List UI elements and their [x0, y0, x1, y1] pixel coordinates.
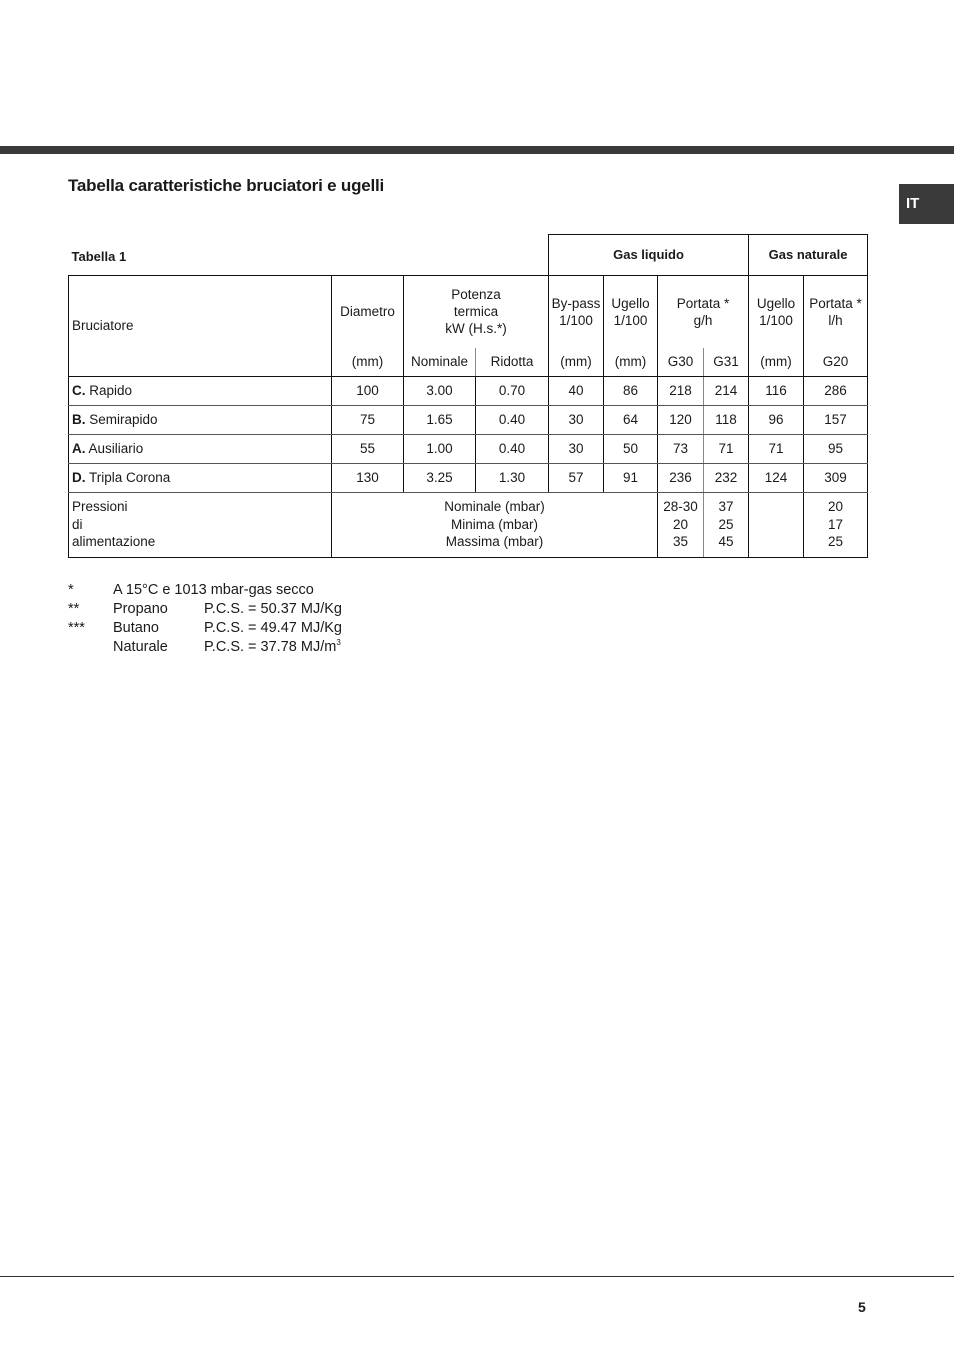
cell-nominale: 1.00: [404, 434, 476, 463]
footnote: [68, 581, 342, 600]
bottom-rule: [0, 1276, 954, 1277]
pressioni-label-l2: di: [72, 516, 83, 532]
page-number: 5: [858, 1299, 866, 1315]
footnote-value: P.C.S. = 50.37 MJ/Kg: [204, 601, 342, 617]
pressioni-levels: [332, 492, 658, 557]
header-portata-gh: [658, 275, 749, 348]
footnote: [68, 600, 342, 619]
pressioni-label-l1: Pressioni: [72, 499, 128, 515]
unit-diametro: (mm): [332, 348, 404, 377]
language-tab: IT: [899, 184, 954, 224]
row-letter: B.: [72, 412, 86, 427]
row-label: Rapido: [89, 383, 133, 398]
cell-ugello: 50: [604, 434, 658, 463]
footnote-mark: ***: [68, 620, 85, 636]
pressioni-nominale: Nominale (mbar): [444, 499, 545, 515]
footnote-value: [204, 638, 341, 657]
header-ugello-l2: 1/100: [613, 312, 648, 328]
page-title: Tabella caratteristiche bruciatori e ugelli: [68, 176, 385, 195]
subheader-g20: G20: [804, 348, 868, 377]
cell-ridotta: 0.40: [476, 405, 549, 434]
row-name: [69, 463, 332, 492]
table-row: [69, 405, 868, 434]
cell-nominale: 3.25: [404, 463, 476, 492]
pressioni-label-l3: alimentazione: [72, 534, 156, 550]
cell-ridotta: 1.30: [476, 463, 549, 492]
cell-ugello: 91: [604, 463, 658, 492]
footnote: [68, 619, 342, 638]
header-ugello-l1: Ugello: [611, 295, 650, 311]
pressioni-g31-nominale: 37: [718, 499, 734, 515]
pressioni-g31: [704, 492, 749, 557]
cell-ugello-nat: 124: [749, 463, 804, 492]
cell-diametro: 55: [332, 434, 404, 463]
table-caption: Tabella 1: [71, 249, 127, 264]
cell-g20: 286: [804, 376, 868, 405]
row-label: Semirapido: [89, 412, 158, 427]
header-portata-gh-l1: Portata *: [676, 295, 730, 311]
footnote-mark: *: [68, 582, 74, 598]
cell-g20: 95: [804, 434, 868, 463]
top-rule: [0, 146, 954, 154]
cell-ridotta: 0.70: [476, 376, 549, 405]
unit-bypass: (mm): [549, 348, 604, 377]
cell-bypass: 30: [549, 405, 604, 434]
cell-g30: 236: [658, 463, 704, 492]
header-potenza-l2: termica: [453, 304, 499, 319]
header-bruciatore: Bruciatore: [69, 275, 332, 376]
row-label: Ausiliario: [88, 441, 144, 456]
header-potenza: [404, 275, 549, 348]
header-ugello-nat: [749, 275, 804, 348]
footnote-value-sup: 3: [336, 638, 341, 648]
footnote: [68, 638, 342, 657]
footnote-text: A 15°C e 1013 mbar-gas secco: [113, 582, 314, 598]
cell-bypass: 57: [549, 463, 604, 492]
cell-g30: 73: [658, 434, 704, 463]
cell-bypass: 30: [549, 434, 604, 463]
header-portata-lh: [804, 275, 868, 348]
pressure-row: [69, 492, 868, 557]
row-name: [69, 434, 332, 463]
group-gas-liquido: Gas liquido: [549, 235, 749, 276]
header-diametro: Diametro: [332, 275, 404, 348]
row-label: Tripla Corona: [89, 470, 171, 485]
subheader-g30: G30: [658, 348, 704, 377]
cell-g30: 218: [658, 376, 704, 405]
group-gas-naturale: Gas naturale: [749, 235, 868, 276]
cell-nominale: 3.00: [404, 376, 476, 405]
cell-ugello-nat: 71: [749, 434, 804, 463]
cell-ridotta: 0.40: [476, 434, 549, 463]
cell-diametro: 100: [332, 376, 404, 405]
footnote-gas: Butano: [113, 620, 159, 636]
subheader-g31: G31: [704, 348, 749, 377]
row-name: [69, 376, 332, 405]
header-portata-lh-l2: l/h: [828, 312, 843, 328]
table-row: [69, 434, 868, 463]
pressioni-label: [69, 492, 332, 557]
pressioni-empty: [749, 492, 804, 557]
footnote-mark: **: [68, 601, 80, 617]
pressioni-minima: Minima (mbar): [450, 516, 538, 532]
table-row: [69, 376, 868, 405]
pressioni-g30-massima: 35: [672, 534, 689, 550]
row-letter: C.: [72, 383, 86, 398]
header-ugello: [604, 275, 658, 348]
row-letter: D.: [72, 470, 86, 485]
unit-ugello: (mm): [604, 348, 658, 377]
header-potenza-l1: Potenza: [451, 287, 501, 302]
subheader-nominale: Nominale: [404, 348, 476, 377]
footnote-mark: [68, 638, 113, 657]
header-bypass-l2: 1/100: [559, 312, 593, 328]
cell-ugello: 64: [604, 405, 658, 434]
table-group-header: [69, 235, 868, 276]
footnote-gas: Naturale: [113, 639, 168, 655]
subheader-ridotta: Ridotta: [476, 348, 549, 377]
cell-g30: 120: [658, 405, 704, 434]
cell-g20: 309: [804, 463, 868, 492]
cell-diametro: 75: [332, 405, 404, 434]
header-ugello-nat-l2: 1/100: [759, 312, 793, 328]
pressioni-g31-massima: 45: [718, 534, 734, 550]
cell-ugello: 86: [604, 376, 658, 405]
pressioni-g20-massima: 25: [828, 534, 844, 550]
header-ugello-nat-l1: Ugello: [756, 295, 796, 311]
pressioni-g20: [804, 492, 868, 557]
pressioni-g30-minima: 20: [672, 516, 689, 532]
header-bypass-l1: By-pass: [551, 295, 601, 311]
cell-diametro: 130: [332, 463, 404, 492]
header-portata-gh-l2: g/h: [693, 312, 713, 328]
pressioni-g30-nominale: 28-30: [663, 499, 698, 515]
header-potenza-l3: kW (H.s.*): [445, 321, 507, 336]
footnote-value-text: P.C.S. = 37.78 MJ/m: [204, 639, 337, 655]
cell-ugello-nat: 96: [749, 405, 804, 434]
cell-g31: 118: [704, 405, 749, 434]
cell-g31: 232: [704, 463, 749, 492]
cell-g20: 157: [804, 405, 868, 434]
cell-ugello-nat: 116: [749, 376, 804, 405]
cell-g31: 71: [704, 434, 749, 463]
pressioni-g30: [658, 492, 704, 557]
row-name: [69, 405, 332, 434]
cell-bypass: 40: [549, 376, 604, 405]
table-header-row: [69, 275, 868, 348]
unit-ugello-nat: (mm): [749, 348, 804, 377]
footnote-gas: Propano: [113, 601, 168, 617]
pressioni-g31-minima: 25: [718, 516, 734, 532]
pressioni-g20-nominale: 20: [828, 499, 844, 515]
footnotes: [68, 581, 342, 657]
pressioni-g20-minima: 17: [828, 516, 844, 532]
pressioni-massima: Massima (mbar): [445, 534, 544, 550]
burner-table: [68, 234, 868, 558]
header-bypass: [549, 275, 604, 348]
table-row: [69, 463, 868, 492]
header-portata-lh-l1: Portata *: [809, 295, 862, 311]
footnote-value: P.C.S. = 49.47 MJ/Kg: [204, 620, 342, 636]
row-letter: A.: [72, 441, 86, 456]
cell-g31: 214: [704, 376, 749, 405]
cell-nominale: 1.65: [404, 405, 476, 434]
